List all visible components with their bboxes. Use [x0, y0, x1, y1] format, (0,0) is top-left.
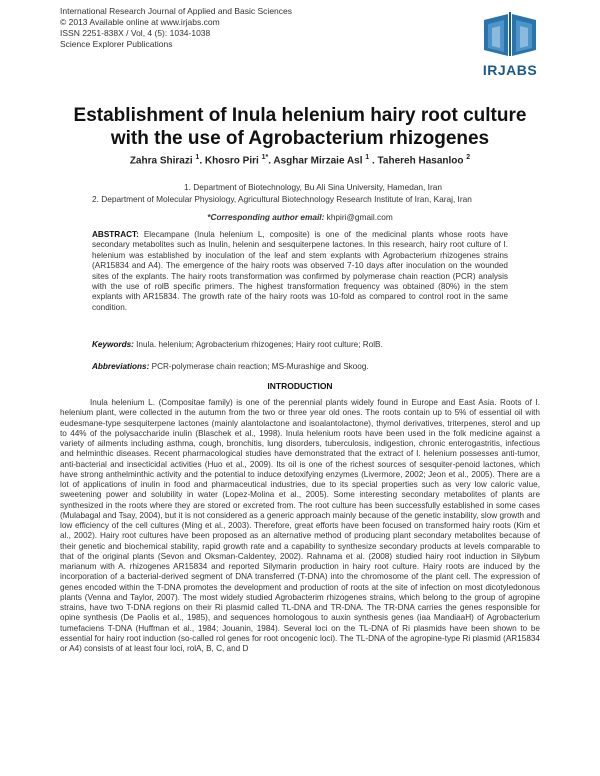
author-name: Asghar Mirzaie Asl	[273, 155, 363, 167]
logo-text: IRJABS	[482, 62, 538, 78]
keywords	[92, 340, 508, 350]
title-line-2: with the use of Agrobacterium rhizogenes	[110, 128, 490, 149]
journal-publisher: Science Explorer Publications	[60, 39, 173, 49]
abbreviations-label: Abbreviations:	[92, 362, 150, 371]
abbreviations-text: PCR-polymerase chain reaction; MS-Murashige and Skoog.	[151, 362, 369, 371]
abbreviations	[92, 362, 508, 372]
author-affil: 1*	[261, 154, 269, 161]
keywords-label: Keywords:	[92, 340, 134, 349]
book-icon	[478, 6, 542, 58]
corresp-email[interactable]: khpiri@gmail.com	[326, 212, 393, 222]
author-affil: 1	[365, 154, 370, 161]
author-name: Khosro Piri	[204, 155, 259, 167]
corresp-label: *Corresponding author email:	[207, 212, 325, 222]
paper-title	[40, 104, 560, 150]
journal-info	[60, 6, 292, 50]
author-affil: 2	[466, 154, 471, 161]
author-list: Zahra Shirazi $^1$. Khosro Piri $^{1*}$. Asghar Mirzaie Asl $^1$ . Tahereh Hasanloo $^2$	[129, 154, 471, 167]
journal-issn: ISSN 2251-838X / Vol, 4 (5): 1034-1038	[60, 28, 211, 38]
abstract-label: ABSTRACT:	[92, 230, 139, 239]
author-name: Zahra Shirazi	[129, 155, 193, 167]
abstract	[92, 230, 508, 313]
title-line-1: Establishment of Inula helenium hairy root culture	[73, 105, 527, 126]
corresponding-author	[40, 212, 560, 222]
section-heading: INTRODUCTION	[267, 381, 333, 391]
author-name: Tahereh Hasanloo	[377, 155, 464, 167]
introduction-text: Inula helenium L. (Compositae family) is one of the perennial plants widely found in Europe and East Asia. Roots of I. helenium plant, were collected in the autumn from the two or three year old ones. The roots contain up to 5% of essential oil with eudesmane-type sesquiterpene lactones (mainly alantolactone and isoalantolactone), thymol derivatives, triterpenes, sterol and up to 44% of the polysaccharide inulin (Blaschek et al., 1998). Inula helenium roots have been used in the folk medicine against a variety of ailments including asthma, cough, bronchitis, lung disorders, tuberculosis, indigestion, chronic enterogastritis, infectious and helminthic diseases. Recent pharmacological studies have demonstrated that the extract of I. helenium possesses anti-tumor, anti-bacterial and insecticidal activities (Huo et al., 2009). Its oil is one of the richest sources of sesquiter-penoid lactones, which have strong anthelminthic activity and the potential to induce detoxifying enzymes (Livermore, 2002; Jeon et al., 2005). There are a lot of applications of inulin in food and pharmaceutical industries, due to its special properties such as very low caloric value, sweetening power and solubility in water (Lopez-Molina et al., 2005). Some interesting secondary metabolites of plants are synthesized in the roots where they are stored or excreted from. The root culture has been successfully established in some cases (Mulabagal and Tsay, 2004), but it is not considered as a generic approach mainly because of the genetic instability, slow growth and low efficiency of the cell cultures (Ming et al., 2003). Therefore, great efforts have been focused on transformed hairy roots (Kim et al., 2002). Hairy root cultures have been proposed as an alternative method of producing plant secondary metabolites because of their genetic and biochemical stability, rapid growth rate and a capability to synthesize secondary products at levels comparable to that of the original plants (Sevon and Oksman-Caldentey, 2002). Rahnama et al. (2008) studied hairy root induction in Silybum marianum with A. rhizogenes AR15834 and reported Silymarin production in hairy root culture. Hairy roots are induced by the incorporation of a bacterial-derived segment of DNA transferred (T-DNA) into the chromosome of the plant cell. The expression of genes encoded within the T-DNA promotes the development and production of roots at the site of infection on most dicotyledonous plants (Venna and Taylor, 2007). The most widely studied Agrobacterim rhizogenes strains, which belong to the group of agropine strains, have two T-DNA regions on their Ri plasmid called TL-DNA and TR-DNA. The TR-DNA carries the genes responsible for opine synthesis (De Paolis et al., 1985), and sequences homologous to auxin synthesis genes (iaa MandiaaH) of Agrobacterium tumefaciens T-DNA (Huffman et al., 1984; Jouanin, 1984). Several loci on the TL-DNA of Ri plasmids have been shown to be essential for hairy root induction (so-called rol genes for root oncogenic loci). The TL-DNA of the agropine-type Ri plasmid (AR15834 or A4) consists of at least four loci, rolA, B, C, and D	[60, 398, 540, 653]
journal-name: International Research Journal of Applied and Basic Sciences	[60, 6, 293, 16]
affiliation-1: 1. Department of Biotechnology, Bu Ali Sina University, Hamedan, Iran	[184, 182, 442, 192]
journal-copyright: © 2013 Available online at www.irjabs.com	[60, 17, 220, 27]
keywords-text: Inula. helenium; Agrobacterium rhizogenes; Hairy root culture; RolB.	[136, 340, 383, 349]
affiliation-2: 2. Department of Molecular Physiology, Agricultural Biotechnology Research Institute of Iran, Karaj, Iran	[92, 194, 472, 204]
irjabs-logo	[470, 6, 550, 78]
affiliations	[60, 181, 560, 205]
abstract-text: Elecampane (Inula helenium L, composite) is one of the medicinal plants whose roots have secondary metabolites such as Inulin, helenin and sesquiterpene lactones. In this research, hairy root culture of I. helenium was established by inoculation of the leaf and stem explants with Agrobacterium rhizogenes strains (AR15834 and A4). The emergence of the hairy roots was observed 7-10 days after inoculation on the wounded sites of the explants. The hairy roots transformation was confirmed by polymerase chain reaction (PCR) analysis with the use of rolB specific primers. The highest transformation frequency was obtained (80%) in the stem explants with AR15834. The growth rate of the hairy roots was 10-fold as compared to control root in the same condition.	[92, 230, 508, 312]
author-affil: 1	[195, 154, 200, 161]
